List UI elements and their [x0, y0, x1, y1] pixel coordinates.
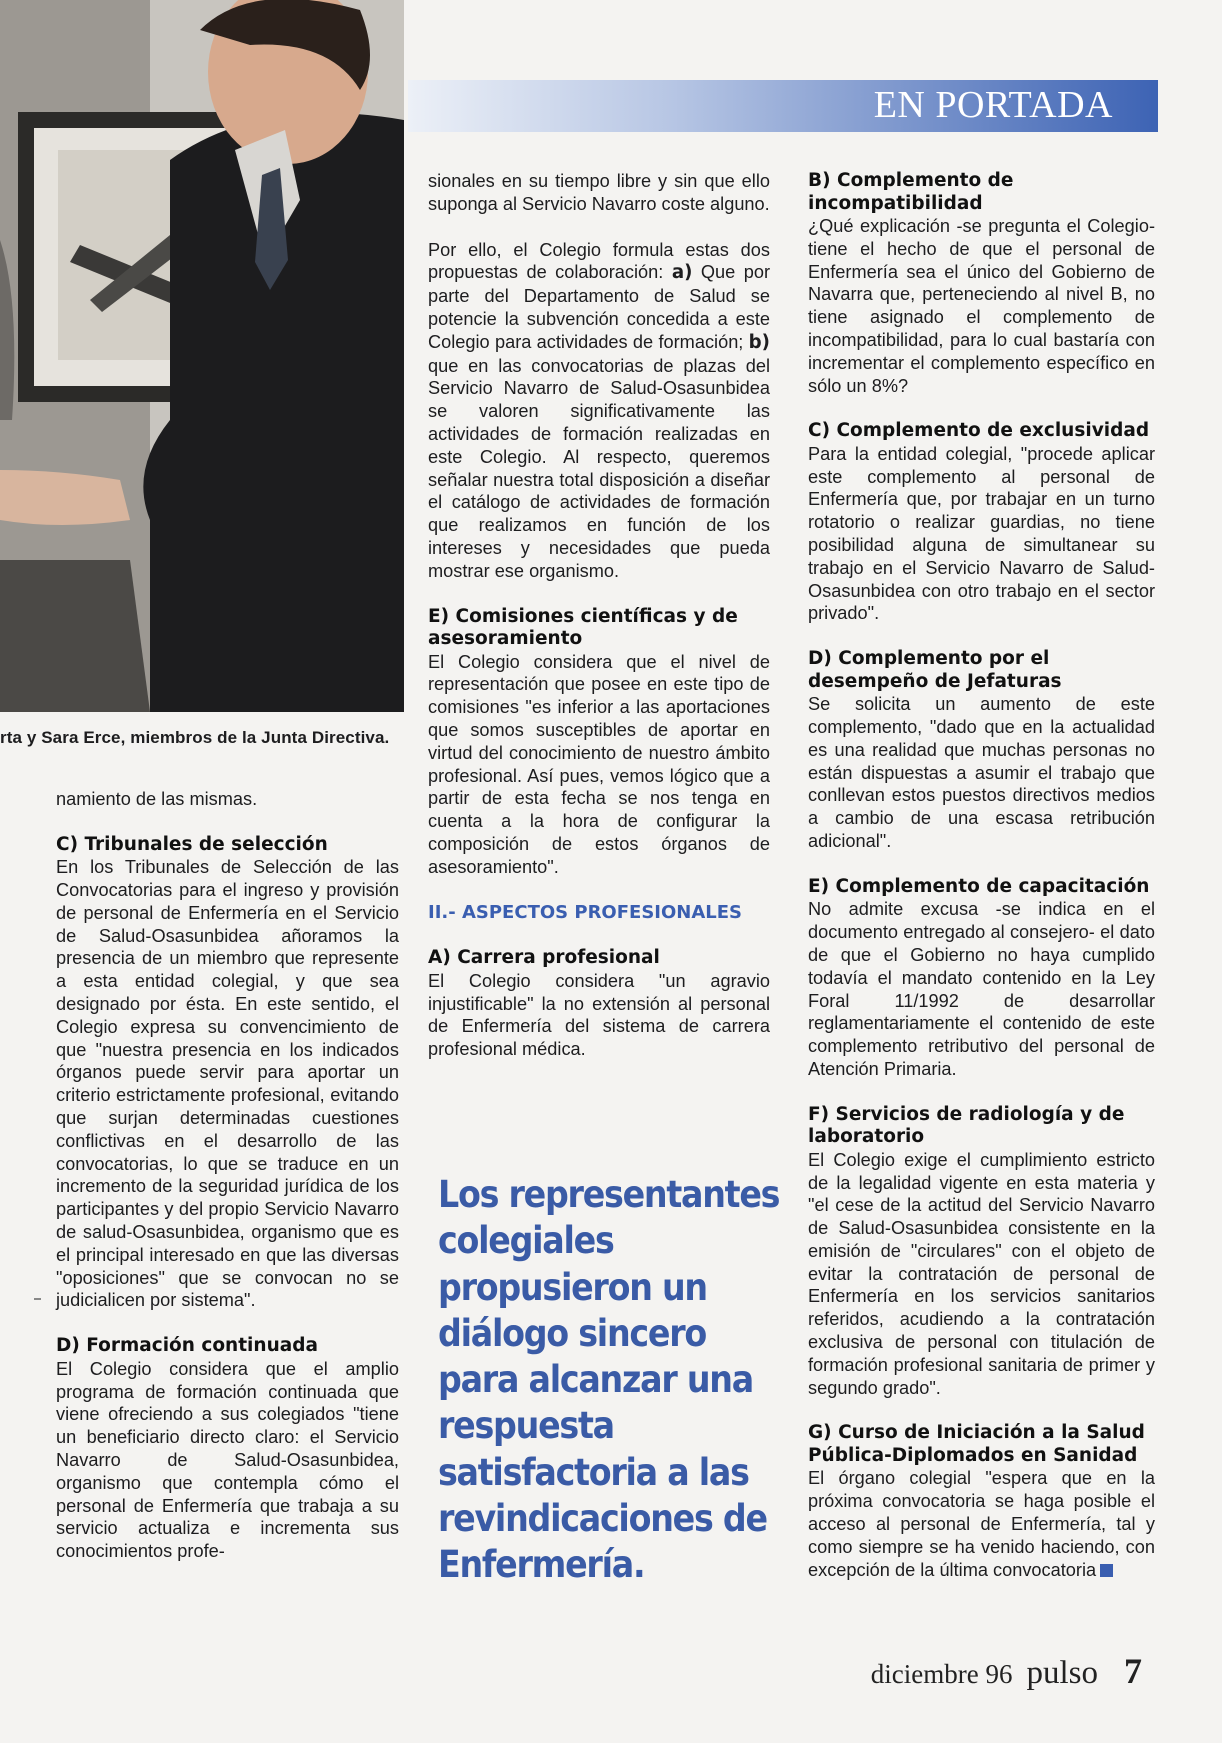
paragraph: sionales en su tiempo libre y sin que ello suponga al Servicio Navarro coste alguno. [428, 171, 770, 214]
paragraph: Para la entidad colegial, "procede aplicar este complemento al personal de Enfermería que, por trabajar en un turno rotatorio o realizar guardias, no tiene posibilidad alguna de simultanear su trabajo en el Servicio Navarro de Salud-Osasunbidea con otro trabajo en el sector privado". [808, 443, 1155, 624]
column-3 [808, 170, 1155, 1581]
heading-formacion: D) Formación continuada [56, 1335, 318, 1357]
heading-salud-publica: G) Curso de Iniciación a la Salud Pública-Diplomados en Sanidad [808, 1422, 1145, 1466]
column-2 [428, 170, 770, 1061]
heading-capacitacion: E) Complemento de capacitación [808, 875, 1150, 897]
page-footer [871, 1650, 1142, 1692]
heading-tribunales: C) Tribunales de selección [56, 833, 328, 855]
paragraph: El Colegio considera "un agravio injustificable" la no extensión al personal de Enfermería del sistema de carrera profesional médica. [428, 970, 770, 1060]
page-number: 7 [1124, 1651, 1142, 1691]
paragraph [808, 1467, 1155, 1581]
paragraph: El Colegio exige el cumplimiento estricto de la legalidad vigente en esta materia y "el cese de la actitud del Servicio Navarro de Salud-Osasunbidea consistente en la emisión de "circulares" con el objeto de evitar la contratación de personal de Enfermería en los servicios sanitarios referidos, acudiendo a la contratación exclusiva de personal con titulación de formación profesional sanitaria de primer y segundo grado". [808, 1149, 1155, 1398]
text-run: Por ello, el Colegio formula estas dos propuestas de colaboración: [428, 239, 770, 283]
heading-radiologia: F) Servicios de radiología y de laboratorio [808, 1103, 1125, 1148]
column-1 [56, 788, 399, 1563]
section-heading: II.- ASPECTOS PROFESIONALES [428, 901, 743, 923]
paragraph: Se solicita un aumento de este complemento, "dado que en la actualidad es una realidad que muchas personas no están dispuestas a asumir el trabajo que conllevan estos puestos directivos medios a cambio de una escasa retribución adicional". [808, 694, 1155, 852]
paragraph: ¿Qué explicación -se pregunta el Colegio- tiene el hecho de que el personal de Enfermería sea el único del Gobierno de Navarra que, perteneciendo al nivel B, no tiene asignado el complemento de incompatibilidad, para lo cual bastaría con incrementar el complemento específico en sólo un 8%? [808, 216, 1155, 396]
text-run: El órgano colegial "espera que en la próxima convocatoria se haga posible el acceso al personal de Enfermería, tal y como siempre se ha venido haciendo, con excepción de la última convocatoria [808, 1468, 1155, 1580]
photo-caption: rta y Sara Erce, miembros de la Junta Directiva. [0, 728, 390, 747]
issue-date: diciembre 96 [870, 1659, 1013, 1689]
paragraph: No admite excusa -se indica en el documento entregado al consejero- el dato de que el Gobierno no haya cumplido todavía el mandato contenido en la Ley Foral 11/1992 de desarrollar reglamentariamente el contenido de este complemento retributivo del personal de Atención Primaria. [808, 899, 1155, 1079]
text-run: que en las convocatorias de plazas del Servicio Navarro de Salud-Osasunbidea se valoren significativamente las actividades de formación realizadas en este Colegio. Al respecto, queremos señalar nuestra total disposición a diseñar el catálogo de actividades de formación que realizamos en función de los intereses y necesidades que pueda mostrar ese organismo. [428, 355, 770, 581]
heading-exclusividad: C) Complemento de exclusividad [808, 420, 1150, 442]
label-a: a) [671, 262, 693, 284]
heading-jefaturas: D) Complemento por el desempeño de Jefaturas [808, 648, 1062, 692]
section-title: EN PORTADA [873, 84, 1113, 126]
heading-carrera: A) Carrera profesional [428, 947, 660, 969]
paragraph: El Colegio considera que el nivel de representación que posee en este tipo de comisiones "es inferior a las aportaciones que somos susceptibles de aportar en virtud del conocimiento de nuestro ámbito profesional. Así pues, vemos lógico que a partir de esta fecha se nos tenga en cuenta a la hora de configurar la composición de estos órganos de asesoramiento". [428, 651, 770, 877]
heading-comisiones: E) Comisiones científicas y de asesoramiento [428, 605, 738, 650]
paragraph: namiento de las mismas. [56, 789, 258, 809]
photo-illustration [0, 0, 404, 712]
paragraph: El Colegio considera que el amplio programa de formación continuada que viene ofreciendo a sus colegiados "tiene un beneficiario directo claro: el Servicio Navarro de Salud-Osasunbidea, organismo que contempla cómo el personal de Enfermería que trabaja a su servicio actualiza e incrementa sus conocimientos profe- [56, 1358, 399, 1562]
pull-quote: Los representantes colegiales propusieron un diálogo sincero para alcanzar una respuesta satisfactoria a las revindicaciones de Enfermería. [438, 1173, 780, 1587]
section-banner [408, 80, 1158, 132]
paragraph [428, 239, 770, 583]
article-photo [0, 0, 404, 712]
magazine-name: pulso [1026, 1655, 1098, 1691]
label-b: b) [748, 331, 770, 353]
margin-mark [34, 1298, 41, 1300]
heading-incompatibilidad: B) Complemento de incompatibilidad [808, 170, 1014, 214]
paragraph: En los Tribunales de Selección de las Convocatorias para el ingreso y provisión de personal de Enfermería en el Servicio de Salud-Osasunbidea añoramos la presencia de un miembro que represente a esta entidad colegial, y que sea designado por ésta. En este sentido, el Colegio expresa su convencimiento de que "nuestra presencia en los indicados órganos puede servir para aportar un criterio estrictamente profesional, evitando que surjan determinadas cuestiones conflictivas en el desarrollo de las convocatorias, lo que se traduce en un incremento de la seguridad jurídica de los participantes y del propio Servicio Navarro de salud-Osasunbidea, organismo que es el principal interesado en que las diversas "oposiciones" que se convocan no se judicialicen por sistema". [56, 857, 399, 1311]
end-of-article-mark [1100, 1564, 1113, 1577]
text-run: Que por parte del Departamento de Salud se potencie la subvención concedida a este Colegio para actividades de formación; [428, 262, 771, 352]
